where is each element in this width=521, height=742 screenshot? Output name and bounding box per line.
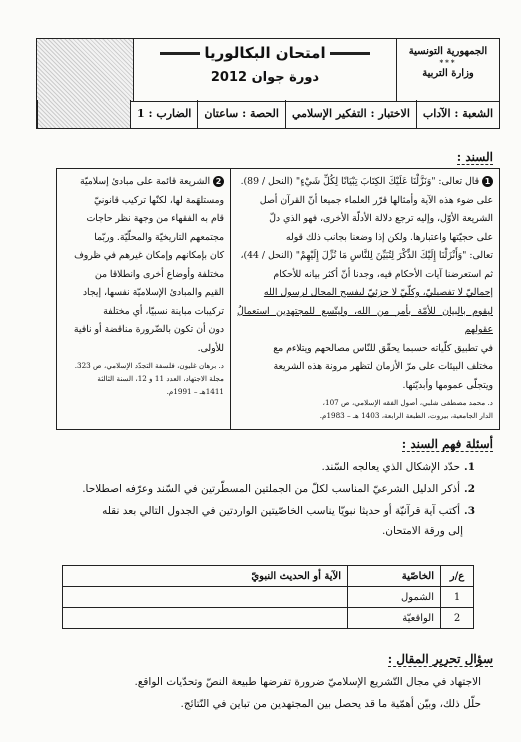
questions-title: أسئلة فهم السند : — [401, 437, 493, 451]
doc2-number-badge: 2 — [213, 176, 224, 187]
properties-table — [62, 565, 474, 629]
doc1-line: تعالى: "وَأَنْزَلْنَا إِلَيْكَ الذِّكْرَ لِتُبَيِّنَ لِلنَّاسِ مَا نُزِّلَ إِلَيْهِمْ" (النحل / 44)، — [240, 250, 493, 261]
document-2 — [57, 169, 230, 429]
row-number: 1 — [441, 587, 474, 608]
doc1-line: في تطبيق كلّياته حسبما يحقّق للنّاس مصالحهم ويتلاءم مع — [273, 342, 493, 354]
coef-value: 1 — [137, 107, 145, 120]
question-3-continuation: إلى ورقة الامتحان. — [381, 525, 463, 537]
doc1-line: مختلف البيئات على مرّ الأزمان لتظهر مرونة هذه الشريعة — [273, 361, 493, 372]
doc1-number-badge: 1 — [482, 176, 493, 187]
duration-label: الحصة : — [242, 107, 279, 120]
sanad-title: السند : — [456, 150, 493, 164]
doc2-line — [63, 173, 224, 192]
question-1 — [35, 460, 475, 474]
doc1-line-underlined: ليقوم بالبيان للأمّة بأمر من الله، وليتّسع للمجتهدين استعمالُ عقولهم — [237, 305, 493, 335]
doc2-line: مجتمعهم التاريخيّة والمحلّيّة. وربّما — [94, 231, 224, 243]
question-number: 2. — [464, 483, 475, 495]
sanad-box — [56, 168, 500, 430]
exam-header — [36, 38, 500, 102]
question-number: 3. — [464, 505, 475, 517]
title-dash-right — [330, 52, 370, 55]
doc2-reference: د. برهان غليون، فلسفة التجدّد الإسلامي، ص 323. — [74, 361, 224, 370]
question-text: أكتب آية قرآنيّة أو حديثا نبويّا يناسب الخاصّيتين الواردتين في الجدول التالي بعد نقله — [102, 505, 461, 517]
hatched-corner — [37, 39, 134, 101]
exam-title-block — [134, 39, 396, 101]
doc1-line: ويتجلّى عمومها وأبديّتها. — [402, 379, 493, 391]
doc2-line: ومستلهَمة لها، لكنّها تركيب قانونيّ — [93, 194, 224, 206]
doc2-line: كان بإمكانهم وإمكان غيرهم في ظروف — [74, 250, 224, 261]
doc2-line-text: الشريعة قائمة على مبادئ إسلاميّة — [79, 176, 211, 187]
doc1-line — [237, 173, 493, 192]
doc1-line: الشريعة الأوّل، وإليه ترجع دلالة الأدلّة الأخرى، فهو الذي دلّ — [269, 213, 493, 224]
document-1 — [230, 169, 499, 429]
test-label: الاختبار : — [370, 107, 410, 120]
exam-title: امتحان البكالوريا — [204, 44, 326, 62]
row-property: الشمول — [348, 587, 441, 608]
duration-value: ساعتان — [204, 107, 239, 120]
doc1-reference: د. محمد مصطفى شلبي، أصول الفقه الإسلامي، ص 107، — [322, 398, 493, 407]
question-text: حدّد الإشكال الذي يعالجه السّند. — [321, 461, 461, 473]
coef-cell — [130, 100, 197, 128]
test-cell — [285, 100, 416, 128]
col-header-evidence: الآية أو الحديث النبويّ — [63, 566, 348, 587]
row-evidence — [63, 587, 348, 608]
doc2-line: القيم والمبادئ الإسلاميّة نفسها، إيجاد — [82, 287, 224, 298]
question-3 — [35, 504, 475, 518]
doc2-line: دون أن تكون بالضّرورة مناقضة أو نافية — [73, 324, 224, 335]
doc1-reference: الدار الجامعية، بيروت، الطبعة الرابعة، 1403 هـ – 1983م. — [319, 411, 493, 420]
test-value: التفكير الإسلامي — [291, 107, 367, 120]
ministry-block — [396, 39, 499, 101]
doc2-reference: 1411هـ – 1991م. — [166, 387, 224, 396]
doc1-line-underlined: إجماليّ لا تفصيليّ، وكلّيّ لا جزئيّ ليفسح المجال لرسول الله — [263, 287, 493, 298]
table-header-row — [63, 566, 474, 587]
col-header-number: ع/ر — [441, 566, 474, 587]
row-property: الواقعيّة — [348, 608, 441, 629]
doc2-line: للأولى. — [197, 342, 224, 354]
stars-ornament: *** — [439, 58, 457, 67]
branch-value: الآداب — [422, 107, 451, 120]
exam-info-row — [36, 100, 500, 129]
doc2-line: تركيبات مباينة نسبيّا، أي مختلفة — [103, 305, 224, 317]
row-number: 2 — [441, 608, 474, 629]
doc2-line: مختلفة وأوضاع أخرى وانطلاقا من — [94, 268, 224, 280]
question-2 — [35, 482, 475, 496]
essay-title: سؤال تحرير المقال : — [387, 652, 493, 666]
hatched-filler — [37, 100, 130, 128]
ministry-name: وزارة التربية — [422, 68, 474, 79]
col-header-property: الخاصّية — [348, 566, 441, 587]
table-row — [63, 608, 474, 629]
essay-prompt: الاجتهاد في مجال التّشريع الإسلاميّ ضرورة تفرضها طبيعة النصّ وتحدّيات الواقع. — [134, 676, 481, 688]
table-row — [63, 587, 474, 608]
row-evidence — [63, 608, 348, 629]
duration-cell — [197, 100, 285, 128]
republic-name: الجمهورية التونسية — [408, 46, 488, 57]
question-text: أذكر الدليل الشرعيّ المناسب لكلّ من الجملتين المسطّرتين في السّند وعرّفه اصطلاحا. — [82, 483, 461, 495]
coef-label: الضارب : — [148, 107, 192, 120]
essay-instruction: حلّل ذلك، وبيّن أهمّية ما قد يحصل بين المجتهدين من تباين في النّتائج. — [180, 698, 481, 710]
branch-cell — [416, 100, 499, 128]
doc2-reference: مجلة الاجتهاد، العدد 11 و 12، السنة الثالثة — [97, 374, 224, 383]
exam-session: دورة جوان 2012 — [210, 70, 320, 85]
question-number: 1. — [464, 461, 475, 473]
doc2-line: قام به الفقهاء من وجهة نظر حاجات — [86, 213, 224, 224]
title-dash-left — [160, 52, 200, 55]
doc1-line: على ضوء هذه الآية وأمثالها قرّر العلماء جميعا أنّ القرآن أصل — [259, 194, 493, 206]
doc1-line: على حجيّتها واعتبارها. ولكن إذا وضعنا بجانب ذلك قوله — [285, 231, 493, 243]
doc1-line-text: قال تعالى: "وَنَزَّلْنَا عَلَيْكَ الكِتَابَ تِبْيَانًا لِكُلِّ شَيْءٍ" (النحل / 89). — [240, 176, 480, 187]
doc1-line: ثم استعرضنا آيات الأحكام فيه، وجدنا أنّ أكثر بيانه للأحكام — [273, 268, 493, 280]
branch-label: الشعبة : — [454, 107, 493, 120]
